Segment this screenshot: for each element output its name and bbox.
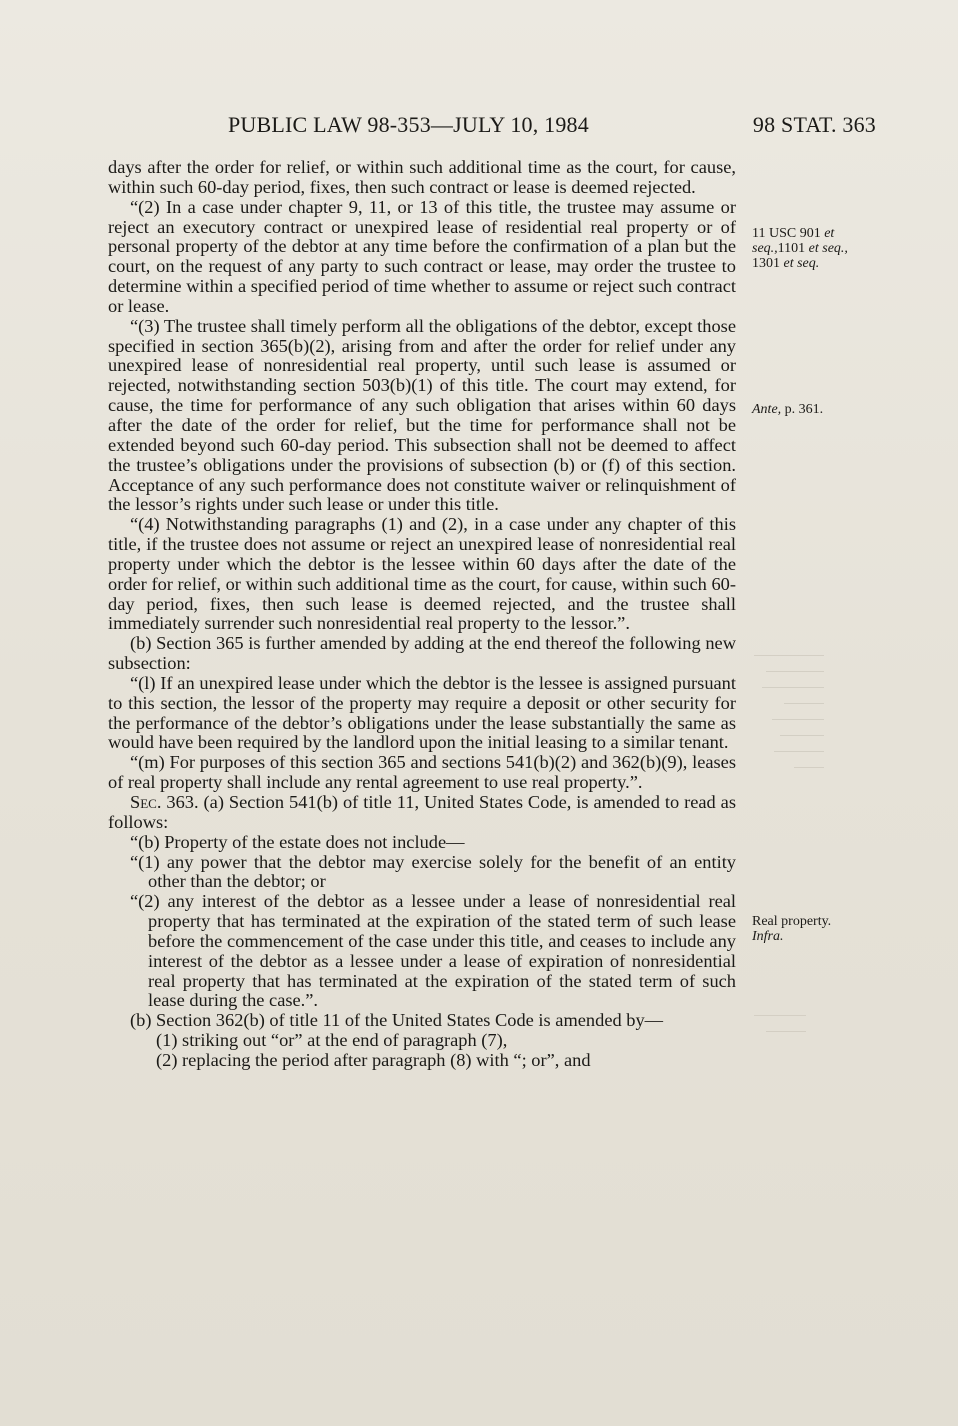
paragraph-l: “(l) If an unexpired lease under which the debtor is the lessee is assigned pursuant to this section, the lessor of the property may require a deposit or other security for the performance of the debtor’s obligations under the lease substantially the same as would have been required by the landlord upon the initial leasing to a similar tenant.	[108, 672, 736, 753]
show-through-texture-lower	[754, 1000, 806, 1032]
paragraph-b-property: “(b) Property of the estate does not include—	[130, 831, 465, 852]
subparagraph-1: “(1) any power that the debtor may exercise solely for the benefit of an entity other than the debtor; or	[130, 851, 736, 892]
list-item-2: (2) replacing the period after paragraph (8) with “; or”, and	[156, 1049, 591, 1070]
section-363-text: (a) Section 541(b) of title 11, United States Code, is amended to read as follows:	[108, 792, 737, 832]
body-text	[108, 158, 736, 1071]
margin-note-usc: 11 USC 901 et seq.,1101 et seq., 1301 et seq.	[752, 226, 848, 271]
header-stat-number: 98 STAT. 363	[752, 112, 876, 137]
margin-note-ante: Ante, p. 361.	[752, 402, 824, 417]
section-label: Sec. 363.	[130, 792, 199, 812]
subparagraph-2: “(2) any interest of the debtor as a lessee under a lease of nonresidential real property that has terminated at the expiration of the stated term of such lease before the commencement of the case under this title, and ceases to include any interest of the debtor as a lessee under a lease of expiration of nonresidential real property that has terminated at the expiration of the stated term of such lease during the case.”.	[130, 891, 736, 1011]
paragraph-3: “(3) The trustee shall timely perform all the obligations of the debtor, except those specified in section 365(b)(2), arising from and after the order for relief under any unexpired lease of nonresidential real property, until such lease is assumed or rejected, notwithstanding section 503(b)(1) of this title. The court may extend, for cause, the time for performance of any such obligation that arises within 60 days after the date of the order for relief, but the time for performance shall not be extended beyond such 60-day period. This subsection shall not be deemed to affect the trustee’s obligations under the provisions of subsection (b) or (f) of this section. Acceptance of any such performance does not constitute waiver or relinquishment of the lessor’s rights under such lease or under this title.	[108, 315, 736, 515]
header-title: PUBLIC LAW 98-353—JULY 10, 1984	[228, 112, 589, 137]
section-363-heading	[108, 793, 736, 833]
margin-note-real-property: Real property. Infra.	[752, 914, 832, 944]
paragraph-continuation: days after the order for relief, or within such additional time as the court, for cause, within such 60-day period, fixes, then such contract or lease is deemed rejected.	[108, 157, 736, 197]
paragraph-b-362: (b) Section 362(b) of title 11 of the United States Code is amended by—	[130, 1010, 664, 1031]
show-through-texture	[754, 640, 824, 768]
paragraph-2: “(2) In a case under chapter 9, 11, or 13 of this title, the trustee may assume or reject an executory contract or unexpired lease of residential real property or of personal property of the debtor at any time before the confirmation of a plan but the court, on the request of any party to such contract or lease, may order the trustee to determine within a specified period of time whether to assume or reject such contract or lease.	[108, 196, 736, 316]
paragraph-4: “(4) Notwithstanding paragraphs (1) and (2), in a case under any chapter of this title, if the trustee does not assume or reject an unexpired lease of nonresidential real property under which the debtor is the lessee within 60 days after the date of the order for relief, or within such additional time as the court, for cause, within such 60-day period, fixes, then such lease is deemed rejected, and the trustee shall immediately surrender such nonresidential real property to the lessor.”.	[108, 514, 736, 634]
paragraph-m: “(m) For purposes of this section 365 and sections 541(b)(2) and 362(b)(9), leases of real property shall include any rental agreement to use real property.”.	[108, 752, 736, 793]
list-item-1: (1) striking out “or” at the end of paragraph (7),	[156, 1030, 508, 1051]
page-header	[0, 112, 958, 146]
paragraph-b-365: (b) Section 365 is further amended by adding at the end thereof the following new subsection:	[108, 633, 736, 674]
